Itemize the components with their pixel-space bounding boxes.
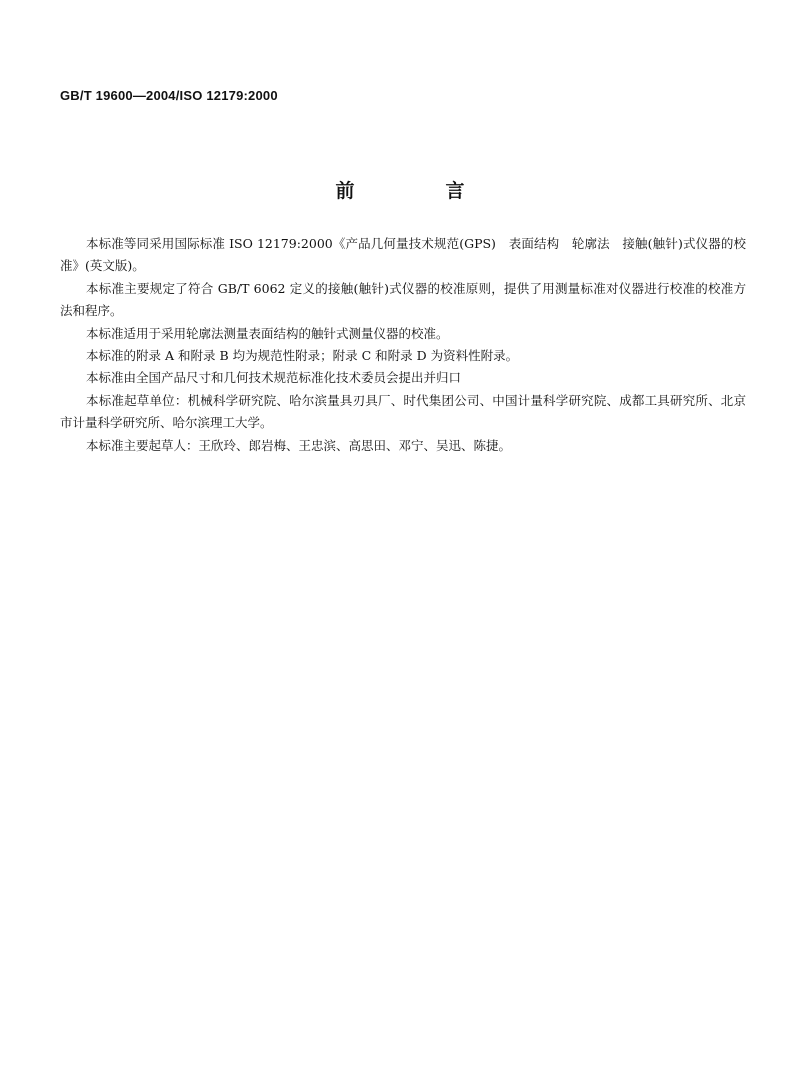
- paragraph-scope-principles: 本标准主要规定了符合 GB/T 6062 定义的接触(触针)式仪器的校准原则，提供了用测量标准对仪器进行校准的校准方法和程序。: [60, 280, 746, 319]
- page-title: 前 言: [335, 180, 501, 202]
- standard-code: GB/T 19600—2004/ISO 12179:2000: [60, 88, 278, 103]
- paragraph-applicability: 本标准适用于采用轮廓法测量表面结构的触针式测量仪器的校准。: [86, 325, 449, 341]
- paragraph-drafting-units: 本标准起草单位：机械科学研究院、哈尔滨量具刃具厂、时代集团公司、中国计量科学研究院、成都工具研究所、北京市计量科学研究所、哈尔滨理工大学。: [60, 392, 746, 431]
- paragraph-proposer: 本标准由全国产品尺寸和几何技术规范标准化技术委员会提出并归口: [86, 370, 462, 386]
- paragraph-adoption: 本标准等同采用国际标准 ISO 12179:2000《产品几何量技术规范(GPS) 表面结构 轮廓法 接触(触针)式仪器的校准》(英文版)。: [60, 236, 746, 274]
- paragraph-drafters: 本标准主要起草人：王欣玲、郎岩梅、王忠滨、高思田、邓宁、吴迅、陈捷。: [86, 437, 512, 453]
- preface-body: [60, 233, 746, 457]
- paragraph-annexes: 本标准的附录 A 和附录 B 均为规范性附录；附录 C 和附录 D 为资料性附录。: [86, 348, 519, 364]
